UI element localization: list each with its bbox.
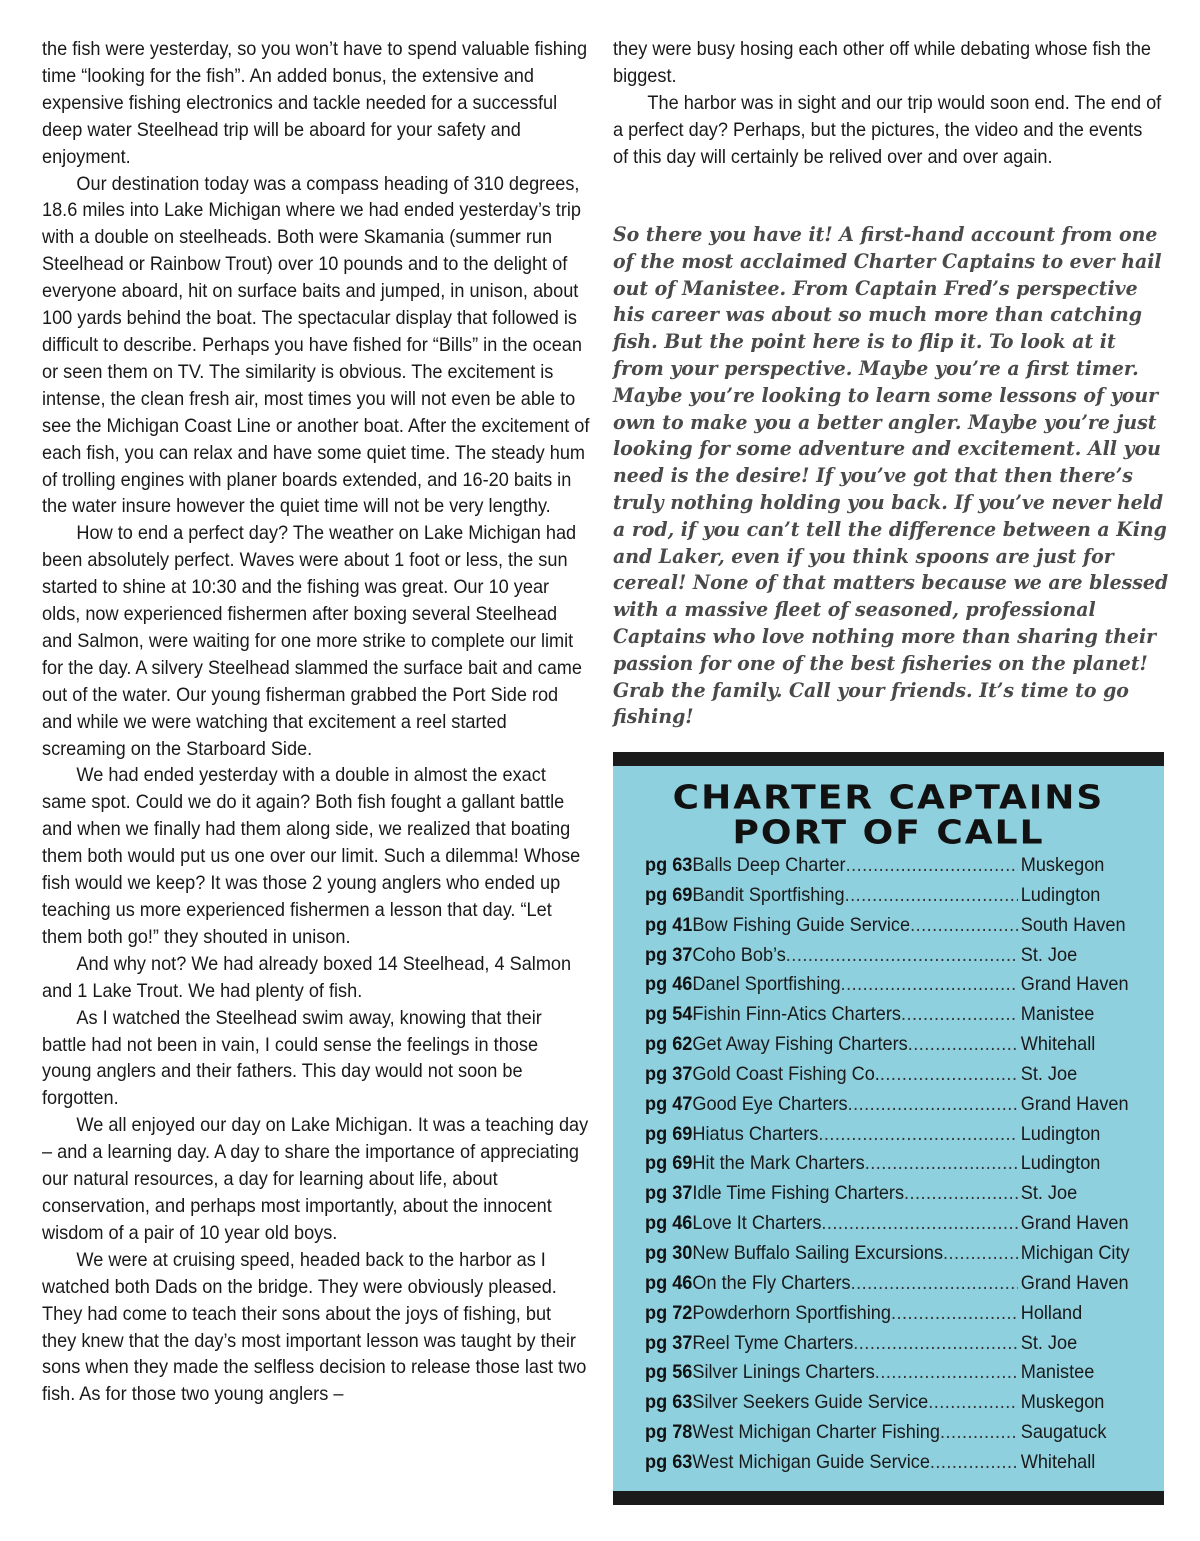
directory-entry	[645, 884, 1144, 914]
entry-page: pg 47	[645, 1092, 693, 1115]
directory-entry	[645, 854, 1144, 884]
entry-page: pg 69	[645, 1152, 693, 1175]
entry-name: Coho Bob’s	[692, 943, 786, 966]
entry-page: pg 63	[645, 1450, 693, 1473]
directory-entry	[645, 1212, 1144, 1242]
entry-name: West Michigan Guide Service	[692, 1450, 930, 1473]
entry-name: On the Fly Charters	[692, 1271, 851, 1294]
entry-leader-dots	[891, 1302, 1018, 1325]
entry-leader-dots	[848, 1093, 1018, 1116]
entry-city: Muskegon	[1020, 1391, 1105, 1414]
directory-entry	[645, 1421, 1144, 1451]
entry-name: Powderhorn Sportfishing	[692, 1301, 891, 1324]
paragraph: How to end a perfect day? The weather on Lake Michigan had been absolutely perfect. Waves were about 1 foot or less, the sun started to shine at 10:30 and the fishing was great. Our 10 year olds, now experienced fishermen after boxing several Steelhead and Salmon, were waiting for one more strike to complete our limit for the day. A silvery Steelhead slammed the surface bait and came out of the water. Our young fisherman grabbed the Port Side rod and while we were watching that excitement a reel started screaming on the Starboard Side.	[42, 522, 582, 760]
entry-leader-dots	[910, 914, 1018, 937]
entry-name: Silver Linings Charters	[692, 1361, 875, 1384]
entry-page: pg 37	[645, 1182, 693, 1205]
entry-page: pg 46	[645, 1271, 693, 1294]
entry-name: Hiatus Charters	[692, 1122, 819, 1145]
entry-page: pg 78	[645, 1421, 693, 1444]
entry-leader-dots	[846, 854, 1018, 877]
paragraph: We all enjoyed our day on Lake Michigan. It was a teaching day – and a learning day. A day to share the importance of appreciating our natural resources, a day for learning about life, about conservation, and perhaps most importantly, about the innocent wisdom of a pair of 10 year old boys.	[42, 1114, 589, 1244]
entry-city: Grand Haven	[1020, 973, 1129, 996]
entry-page: pg 37	[645, 1062, 693, 1085]
entry-city: Holland	[1020, 1301, 1083, 1324]
paragraph: As I watched the Steelhead swim away, knowing that their battle had not been in vain, I could sense the feelings in those young anglers and their fathers. This day would not soon be forgotten.	[42, 1006, 542, 1110]
entry-leader-dots	[901, 1003, 1018, 1026]
entry-city: St. Joe	[1020, 943, 1078, 966]
entry-city: Ludington	[1020, 883, 1101, 906]
entry-city: Muskegon	[1020, 854, 1105, 876]
paragraph: And why not? We had already boxed 14 Steelhead, 4 Salmon and 1 Lake Trout. We had plenty of fish.	[42, 952, 572, 1002]
entry-leader-dots	[851, 1272, 1018, 1295]
entry-page: pg 63	[645, 854, 693, 876]
directory-entry	[645, 1272, 1144, 1302]
entry-name: Reel Tyme Charters	[692, 1331, 854, 1354]
entry-page: pg 62	[645, 1033, 693, 1056]
directory-entry	[645, 1063, 1144, 1093]
entry-city: Manistee	[1020, 1361, 1095, 1384]
entry-leader-dots	[908, 1033, 1018, 1056]
entry-leader-dots	[943, 1242, 1018, 1265]
entry-page: pg 41	[645, 913, 693, 936]
entry-name: Love It Charters	[692, 1212, 822, 1235]
entry-leader-dots	[845, 884, 1018, 907]
entry-leader-dots	[821, 1212, 1018, 1235]
entry-name: New Buffalo Sailing Excursions	[692, 1241, 944, 1264]
directory-entry	[645, 1003, 1144, 1033]
paragraph: We had ended yesterday with a double in almost the exact same spot. Could we do it again? Both fish fought a gallant battle and when we finally had them along side, we realized that boating them both would put us one over our limit. Such a dilemma! Whose fish would we keep? It was those 2 young anglers who ended up teaching us more experienced fishermen a lesson that day. “Let them both go!” they shouted in unison.	[42, 764, 581, 948]
entry-name: Bow Fishing Guide Service	[692, 913, 911, 936]
entry-leader-dots	[930, 1451, 1018, 1474]
article-left-column	[42, 36, 590, 1408]
entry-leader-dots	[880, 1063, 1018, 1086]
entry-leader-dots	[904, 1182, 1018, 1205]
entry-name: Get Away Fishing Charters	[692, 1033, 908, 1056]
closing-quote	[613, 222, 1173, 731]
entry-page: pg 54	[645, 1003, 693, 1026]
paragraph: The harbor was in sight and our trip would soon end. The end of a perfect day? Perhaps, but the pictures, the video and the events of this day will certainly be relived over and over again.	[613, 91, 1162, 168]
directory-title-line-1: CHARTER CAPTAINS	[672, 779, 1105, 817]
entry-name: Good Eye Charters	[692, 1092, 848, 1115]
directory-entry	[645, 1361, 1144, 1391]
directory-entry	[645, 1033, 1144, 1063]
charter-directory-box	[613, 752, 1164, 1505]
directory-entry	[645, 1093, 1144, 1123]
entry-name: Balls Deep Charter	[692, 854, 846, 876]
entry-leader-dots	[875, 1361, 1018, 1384]
directory-title	[613, 781, 1164, 851]
entry-name: Bandit Sportfishing	[692, 883, 845, 906]
entry-name: West Michigan Charter Fishing	[692, 1421, 940, 1444]
entry-city: Saugatuck	[1020, 1421, 1107, 1444]
entry-city: Ludington	[1020, 1122, 1101, 1145]
article-right-column	[613, 36, 1162, 171]
entry-leader-dots	[865, 1152, 1018, 1175]
entry-page: pg 56	[645, 1361, 693, 1384]
entry-city: Whitehall	[1020, 1450, 1096, 1473]
directory-entry	[645, 973, 1144, 1003]
entry-city: Ludington	[1020, 1152, 1101, 1175]
directory-entry	[645, 1302, 1144, 1332]
entry-leader-dots	[818, 1123, 1018, 1146]
entry-page: pg 37	[645, 943, 693, 966]
entry-name: Fishin Finn-Atics Charters	[692, 1003, 901, 1026]
entry-leader-dots	[841, 973, 1018, 996]
entry-name: Hit the Mark Charters	[692, 1152, 865, 1175]
entry-city: Michigan City	[1020, 1241, 1130, 1264]
entry-city: St. Joe	[1020, 1331, 1078, 1354]
entry-name: Silver Seekers Guide Service	[692, 1391, 929, 1414]
directory-entry	[645, 1152, 1144, 1182]
entry-name: Gold Coast Fishing Co.	[692, 1062, 880, 1085]
directory-entry	[645, 1391, 1144, 1421]
paragraph: Our destination today was a compass heading of 310 degrees, 18.6 miles into Lake Michigan where we had ended yesterday’s trip with a double on steelheads. Both were Skamania (summer run Steelhead or Rainbow Trout) over 10 pounds and to the delight of everyone aboard, hit on surface baits and jumped, in unison, about 100 yards behind the boat. The spectacular display that followed is difficult to describe. Perhaps you have fished for “Bills” in the ocean or seen them on TV. The similarity is obvious. The excitement is intense, the clean fresh air, most times you will not even be able to see the Michigan Coast Line or another boat. After the excitement of each fish, you can relax and have some quiet time. The steady hum of trolling engines with planer boards extended, and 16-20 baits in the water insure however the quiet time will not be very lengthy.	[42, 172, 590, 518]
closing-quote-text: So there you have it! A first-hand account from one of the most acclaimed Charter Captains to ever hail out of Manistee. From Captain Fred’s perspective his career was about so much more than catching fish. But the point here is to flip it. To look at it from your perspective. Maybe you’re a first timer. Maybe you’re looking to learn some lessons of your own to make you a better angler. Maybe you’re just looking for some adventure and excitement. All you need is the desire! If you’ve got that then there’s truly nothing holding you back. If you’ve never held a rod, if you can’t tell the difference between a King and Laker, even if you think spoons are just for cereal! None of that matters because we are blessed with a massive fleet of seasoned, professional Captains who love nothing more than sharing their passion for one of the best fisheries on the planet! Grab the family. Call your friends. It’s time to go fishing!	[613, 223, 1169, 729]
entry-page: pg 69	[645, 883, 693, 906]
entry-name: Danel Sportfishing	[692, 973, 841, 996]
entry-city: Manistee	[1020, 1003, 1095, 1026]
paragraph: they were busy hosing each other off while debating whose fish the biggest.	[613, 38, 1152, 87]
directory-entry	[645, 1332, 1144, 1362]
paragraph: We were at cruising speed, headed back to the harbor as I watched both Dads on the bridge. They were obviously pleased. They had come to teach their sons about the joys of fishing, but they knew that the day’s most important lesson was taught by their sons when they made the selfless decision to release those last two fish. As for those two young anglers –	[42, 1248, 587, 1406]
directory-entry	[645, 944, 1144, 974]
entry-city: Grand Haven	[1020, 1212, 1129, 1235]
entry-page: pg 37	[645, 1331, 693, 1354]
entry-city: Grand Haven	[1020, 1092, 1129, 1115]
entry-leader-dots	[940, 1421, 1018, 1444]
entry-page: pg 46	[645, 973, 693, 996]
paragraph: the fish were yesterday, so you won’t have to spend valuable fishing time “looking for the fish”. An added bonus, the extensive and expensive fishing electronics and tackle needed for a successful deep water Steelhead trip will be aboard for your safety and enjoyment.	[42, 38, 588, 168]
entry-city: St. Joe	[1020, 1182, 1078, 1205]
entry-page: pg 72	[645, 1301, 693, 1324]
entry-leader-dots	[928, 1391, 1018, 1414]
entry-name: Idle Time Fishing Charters	[692, 1182, 905, 1205]
directory-entry	[645, 1451, 1144, 1481]
directory-list	[645, 854, 1145, 1481]
entry-leader-dots	[853, 1332, 1018, 1355]
entry-page: pg 69	[645, 1122, 693, 1145]
entry-city: Whitehall	[1020, 1033, 1096, 1056]
directory-entry	[645, 1182, 1144, 1212]
entry-page: pg 46	[645, 1212, 693, 1235]
directory-entry	[645, 1123, 1144, 1153]
entry-page: pg 30	[645, 1241, 693, 1264]
directory-title-line-2: PORT OF CALL	[732, 814, 1045, 852]
entry-city: St. Joe	[1020, 1062, 1078, 1085]
entry-city: South Haven	[1020, 913, 1126, 936]
entry-city: Grand Haven	[1020, 1271, 1129, 1294]
entry-leader-dots	[786, 944, 1018, 967]
directory-entry	[645, 1242, 1144, 1272]
entry-page: pg 63	[645, 1391, 693, 1414]
directory-entry	[645, 914, 1144, 944]
